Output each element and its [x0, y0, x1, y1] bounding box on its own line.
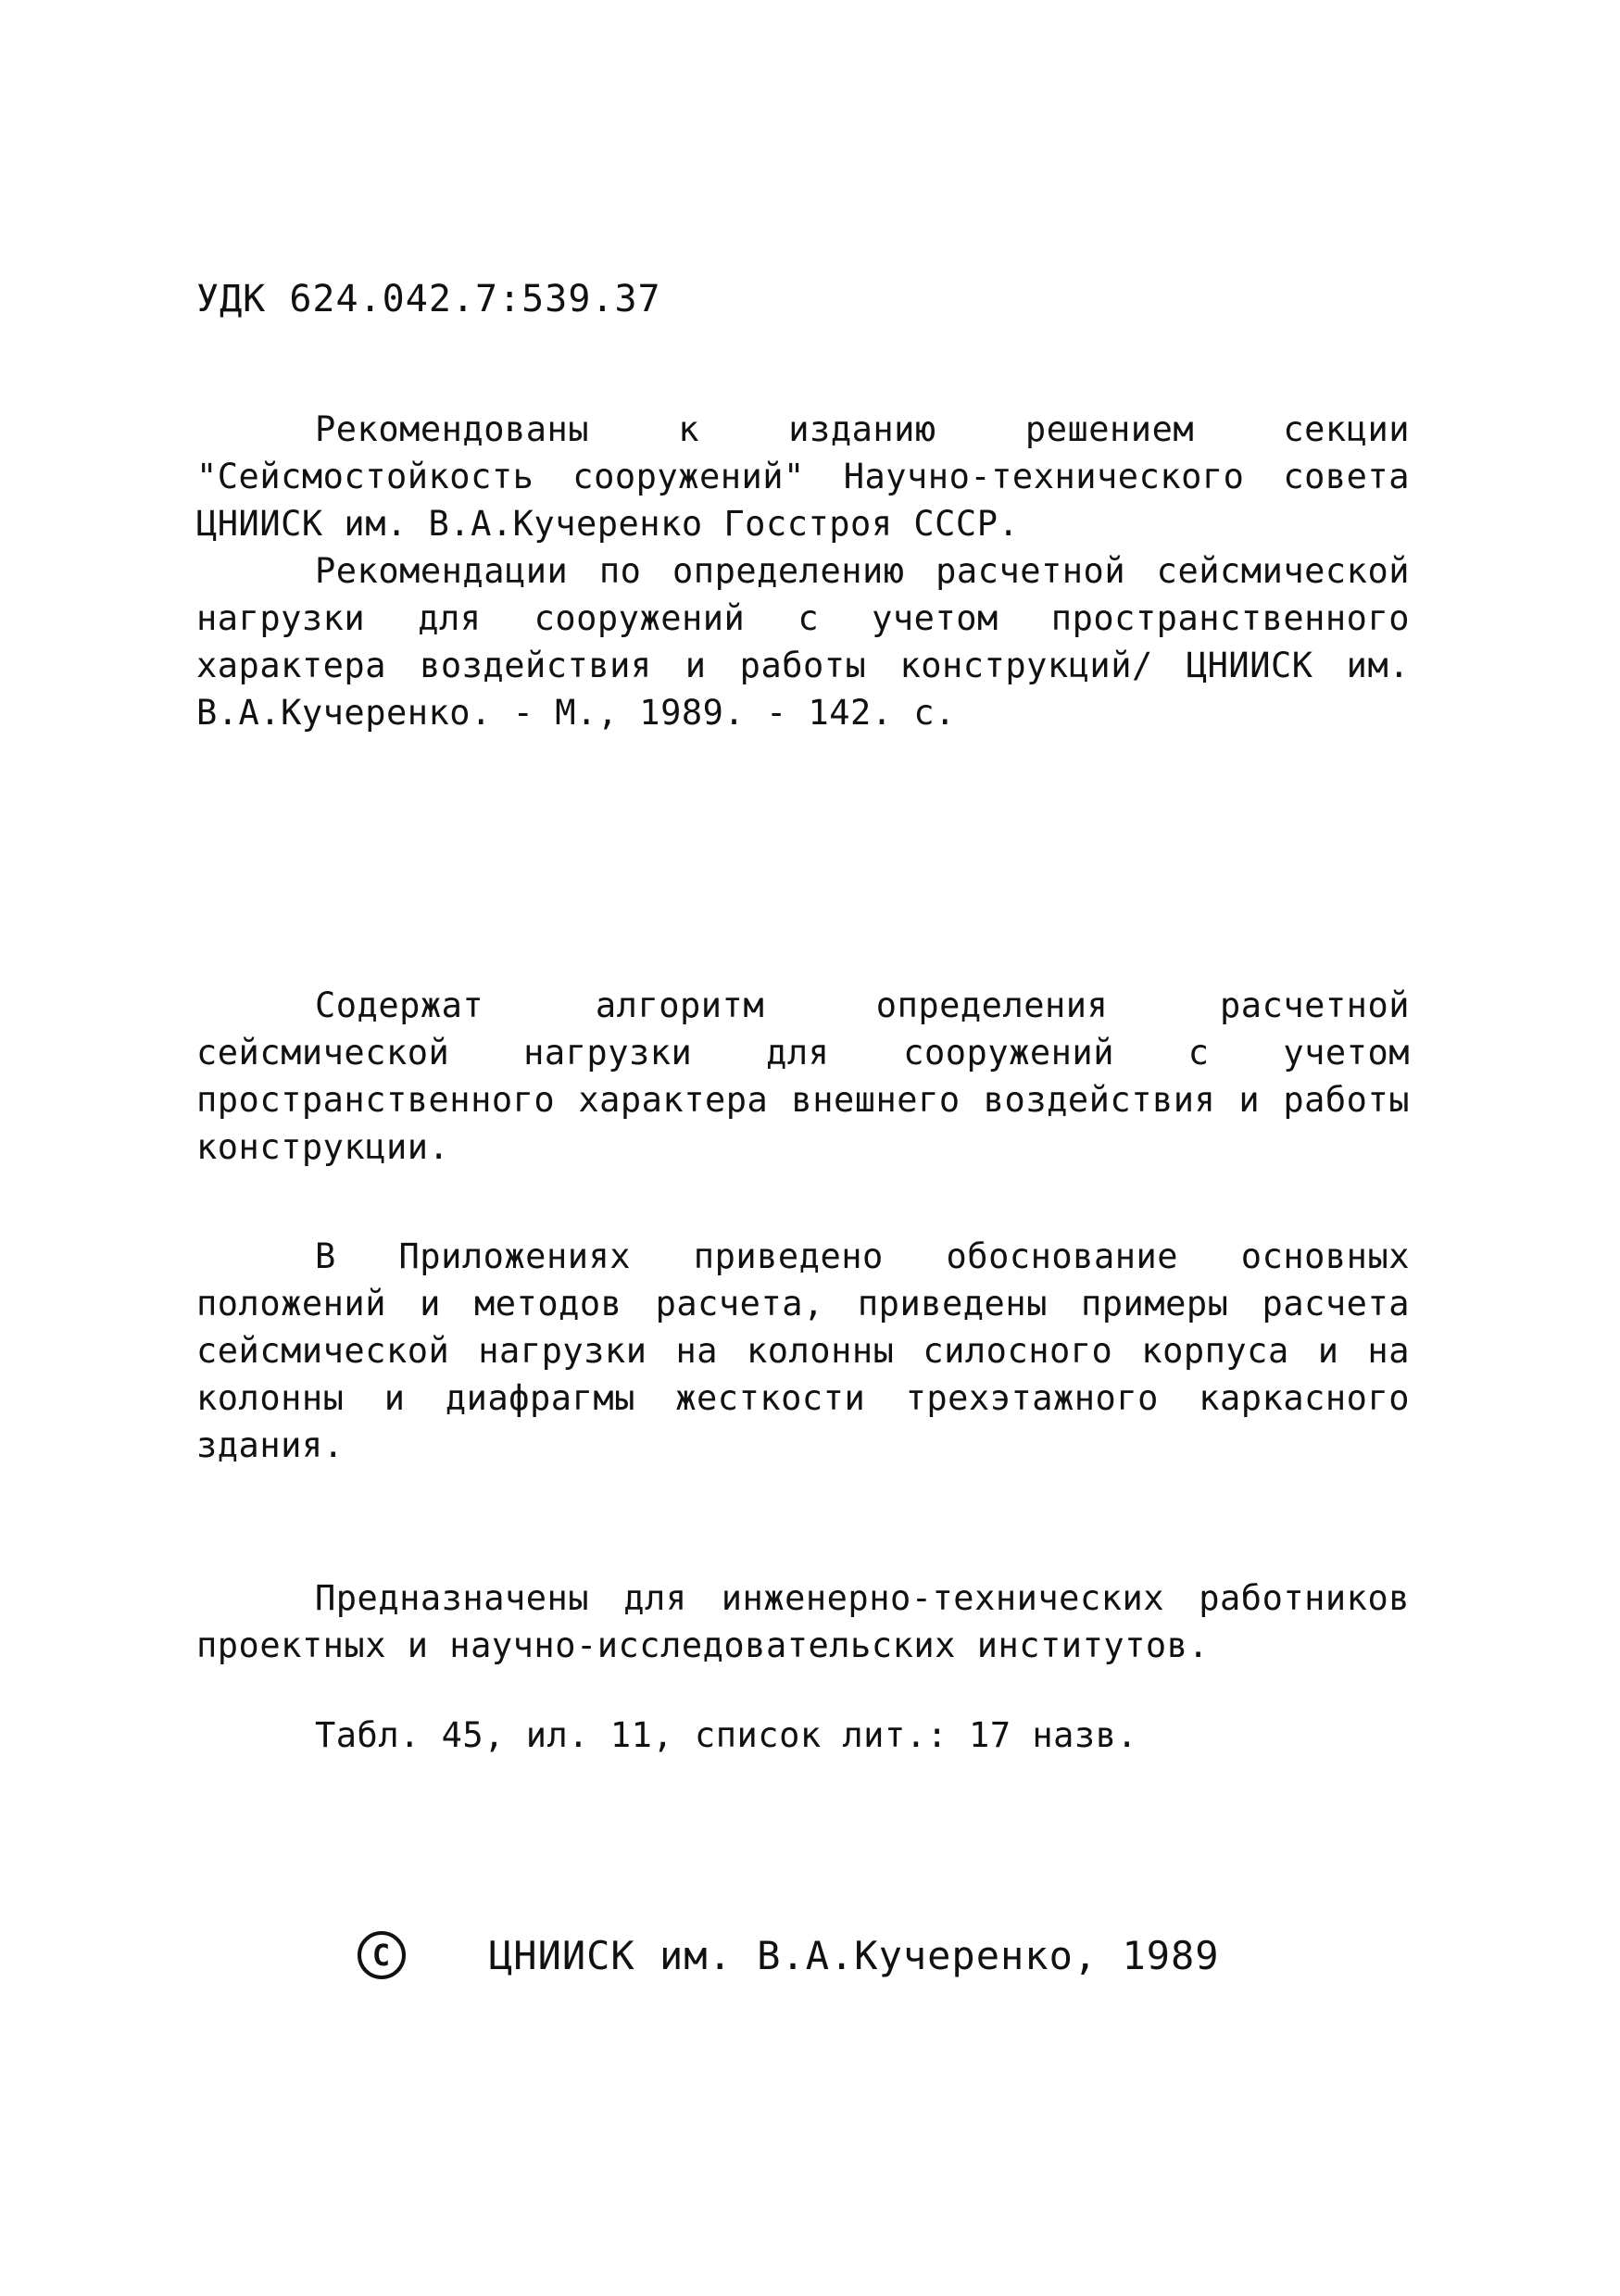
recommendation-text: Рекомендованы к изданию решением секции "Сейсмостойкость сооружений" Научно-технического совета ЦНИИСК им. В.А.Кучеренко Госстроя СССР.: [196, 409, 1410, 544]
copyright-line: [358, 1931, 1220, 1979]
udk-code: УДК 624.042.7:539.37: [196, 278, 661, 320]
copyright-icon: C: [358, 1931, 406, 1979]
abstract-text-1: Содержат алгоритм определения расчетной сейсмической нагрузки для сооружений с учетом пространственного характера внешнего воздействия и работы конструкции.: [196, 985, 1410, 1167]
stats-block: [196, 1712, 1410, 1759]
stats-text: Табл. 45, ил. 11, список лит.: 17 назв.: [315, 1715, 1138, 1755]
abstract-block-2: [196, 1233, 1410, 1469]
bibliographic-entry: Рекомендации по определению расчетной сейсмической нагрузки для сооружений с учетом пространственного характера воздействия и работы конструкций/ ЦНИИСК им. В.А.Кучеренко. - М., 1989. - 142. с.: [196, 551, 1410, 733]
audience-text: Предназначены для инженерно-технических работников проектных и научно-исследовательских институтов.: [196, 1578, 1410, 1665]
abstract-text-2: В Приложениях приведено обоснование основных положений и методов расчета, приведены примеры расчета сейсмической нагрузки на колонны силосного корпуса и на колонны и диафрагмы жесткости трехэтажного каркасного здания.: [196, 1236, 1410, 1465]
abstract-block-1: [196, 982, 1410, 1171]
audience-block: [196, 1575, 1410, 1669]
copyright-text: ЦНИИСК им. В.А.Кучеренко, 1989: [489, 1932, 1220, 1978]
recommendation-block: [196, 406, 1410, 736]
